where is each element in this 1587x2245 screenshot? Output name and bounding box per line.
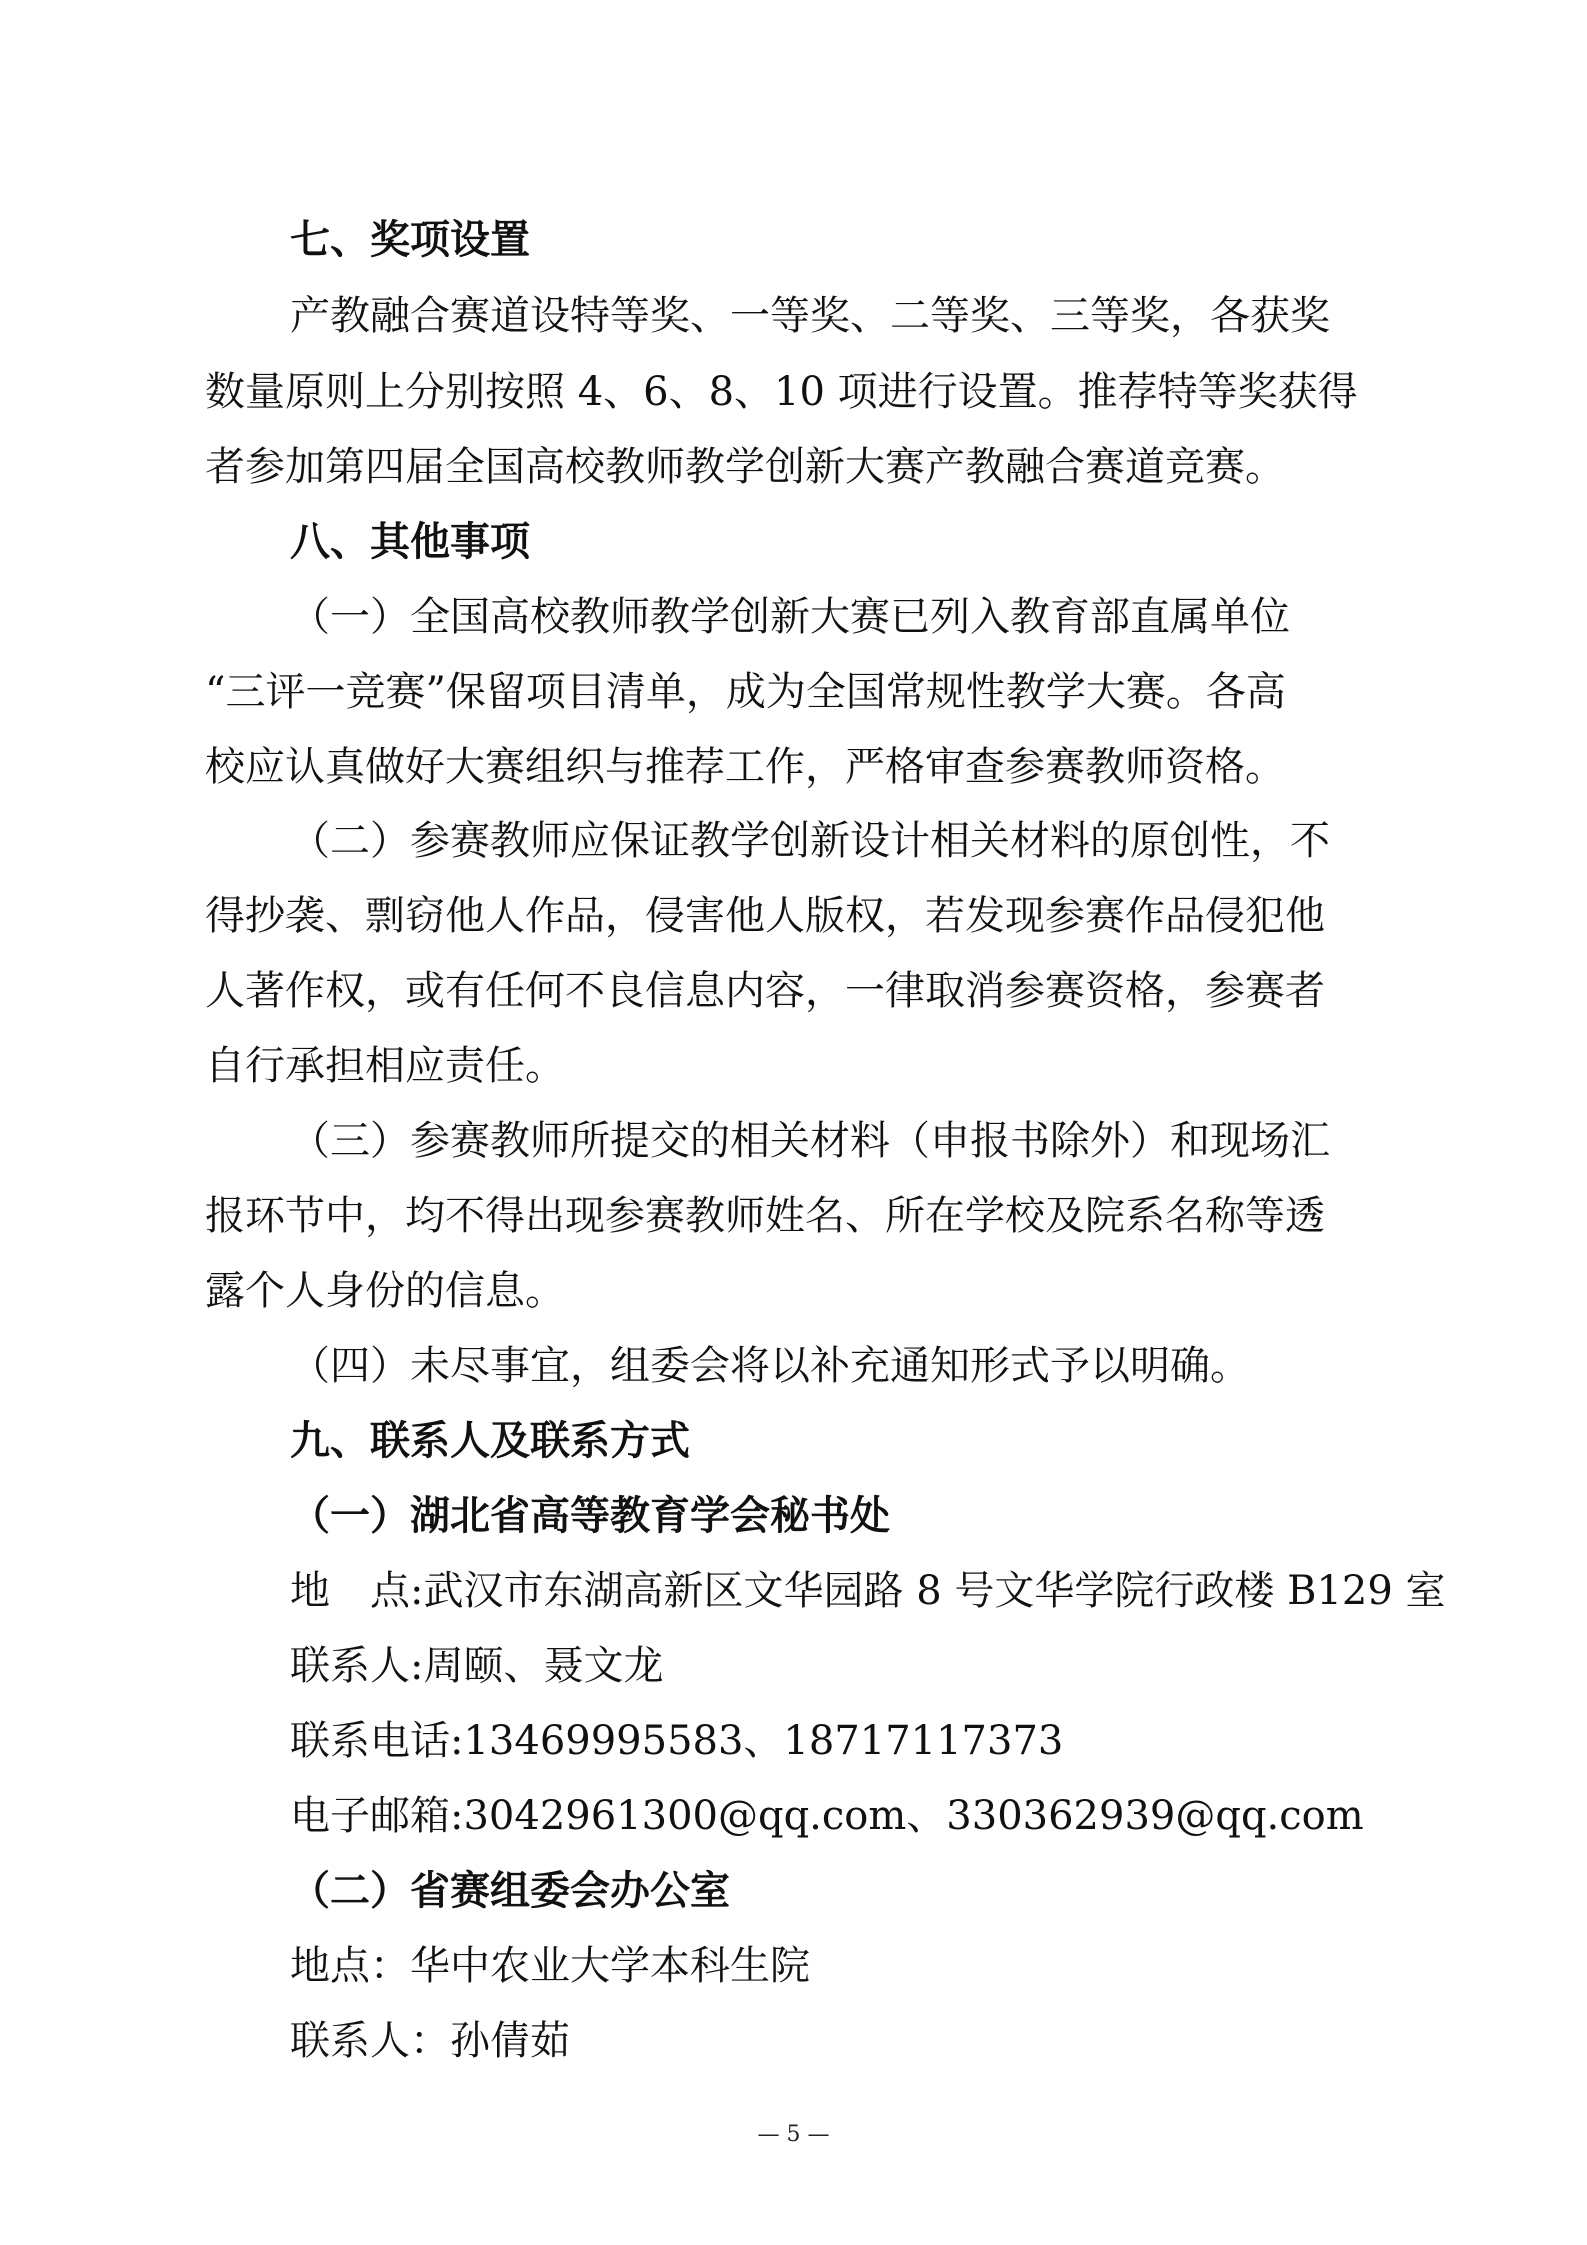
section-heading-awards: 七、奖项设置 [290,217,530,263]
office1-title: （一）湖北省高等教育学会秘书处 [290,1493,890,1539]
office1-email: 电子邮箱:3042961300@qq.com、330362939@qq.com [290,1793,1364,1839]
paragraph-line: 产教融合赛道设特等奖、一等奖、二等奖、三等奖，各获奖 [290,293,1330,339]
office1-people: 联系人:周颐、聂文龙 [290,1643,664,1689]
paragraph-line: 得抄袭、剽窃他人作品，侵害他人版权，若发现参赛作品侵犯他 [205,893,1325,939]
paragraph-line: “三评一竞赛”保留项目清单，成为全国常规性教学大赛。各高 [205,669,1286,715]
office2-address: 地点：华中农业大学本科生院 [290,1943,810,1989]
paragraph-line: 者参加第四届全国高校教师教学创新大赛产教融合赛道竞赛。 [205,444,1285,490]
office2-people: 联系人：孙倩茹 [290,2018,570,2064]
paragraph-line: 露个人身份的信息。 [205,1268,565,1314]
office1-address: 地 点:武汉市东湖高新区文华园路 8 号文华学院行政楼 B129 室 [290,1568,1446,1614]
paragraph-line: 数量原则上分别按照 4、6、8、10 项进行设置。推荐特等奖获得 [205,369,1358,415]
paragraph-line: （二）参赛教师应保证教学创新设计相关材料的原创性，不 [290,818,1330,864]
paragraph-line: 人著作权，或有任何不良信息内容，一律取消参赛资格，参赛者 [205,968,1325,1014]
section-heading-contacts: 九、联系人及联系方式 [290,1418,690,1464]
office1-phone: 联系电话:13469995583、18717117373 [290,1718,1064,1764]
section-heading-other: 八、其他事项 [290,519,530,565]
paragraph-line: 自行承担相应责任。 [205,1043,565,1089]
paragraph-line: 报环节中，均不得出现参赛教师姓名、所在学校及院系名称等透 [205,1193,1325,1239]
page-number: — 5 — [757,2122,830,2147]
paragraph-line: （一）全国高校教师教学创新大赛已列入教育部直属单位 [290,594,1290,640]
paragraph-line: 校应认真做好大赛组织与推荐工作，严格审查参赛教师资格。 [205,744,1285,790]
office2-title: （二）省赛组委会办公室 [290,1868,730,1914]
paragraph-line: （三）参赛教师所提交的相关材料（申报书除外）和现场汇 [290,1118,1330,1164]
paragraph-line: （四）未尽事宜，组委会将以补充通知形式予以明确。 [290,1343,1250,1389]
